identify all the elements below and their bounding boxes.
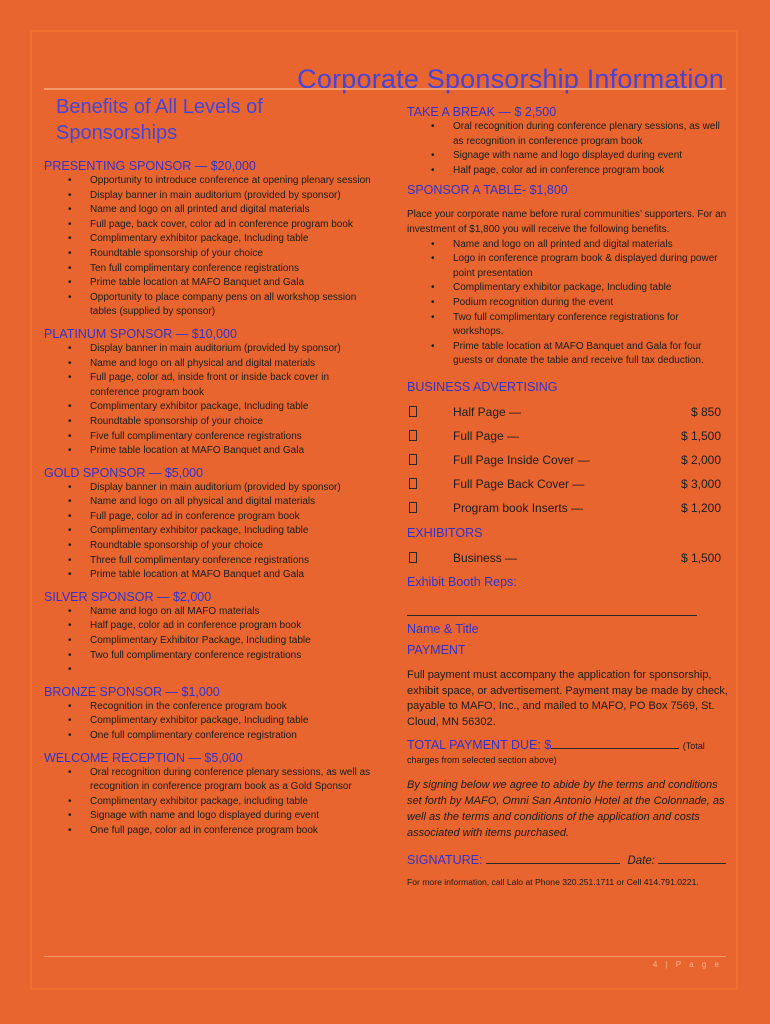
payment-description: Full payment must accompany the application for sponsorship, exhibit space, or advertisement. Payment may be made by check, payable to MAFO, Inc., and mailed to MAFO, PO Box 7569, St. Cloud, MN 56302.: [407, 668, 728, 728]
list-item: • Podium recognition during the event: [407, 296, 729, 311]
ad-label: Full Page Back Cover —: [453, 476, 585, 491]
presenting-sponsor-list: [44, 174, 374, 320]
list-item: • One full complimentary conference registration: [44, 729, 374, 744]
list-item: • Complimentary exhibitor package, Including table: [44, 400, 374, 415]
ad-price: $ 2,000: [680, 452, 721, 467]
list-item: • Recognition in the conference program book: [44, 700, 374, 715]
ad-option-inserts[interactable]: [407, 499, 729, 523]
silver-sponsor-title: SILVER SPONSOR — $2,000: [44, 589, 212, 604]
list-item: • Prime table location at MAFO Banquet and Gala for four guests or donate the table and receive full tax deduction.: [407, 340, 729, 369]
ad-option-back-cover[interactable]: [407, 475, 729, 499]
gold-sponsor-title: GOLD SPONSOR — $5,000: [44, 465, 204, 480]
name-title-label: Name & Title: [407, 621, 479, 636]
list-item: • Complimentary Exhibitor Package, Including table: [44, 634, 374, 649]
list-item: • Oral recognition during conference plenary sessions, as well as recognition in conference program book as a Gold Sponsor: [44, 766, 374, 795]
page-number: 4 | P a g e: [652, 960, 722, 969]
take-a-break-title: TAKE A BREAK — $ 2,500: [407, 105, 557, 119]
presenting-sponsor-title: PRESENTING SPONSOR — $20,000: [44, 159, 256, 173]
bronze-sponsor-list: [44, 700, 374, 744]
list-item: • Prime table location at MAFO Banquet and Gala: [44, 276, 374, 291]
ad-label: Full Page Inside Cover —: [453, 452, 590, 467]
ad-price: $ 1,500: [680, 428, 721, 443]
list-item: • Name and logo on all physical and digital materials: [44, 495, 374, 510]
checkbox[interactable]: [409, 406, 417, 417]
business-advertising-title: BUSINESS ADVERTISING: [407, 379, 558, 394]
welcome-reception-list: [44, 766, 374, 839]
list-item: • Half page, color ad in conference program book: [44, 619, 374, 634]
list-item: • Opportunity to place company pens on all workshop session tables (supplied by sponsor): [44, 291, 374, 320]
exhibitors-title: EXHIBITORS: [407, 525, 483, 540]
list-item: • Logo in conference program book & displayed during power point presentation: [407, 252, 729, 281]
list-item: • Three full complimentary conference registrations: [44, 554, 374, 569]
list-item-empty: [44, 663, 374, 678]
exhibit-booth-reps-label: Exhibit Booth Reps:: [407, 574, 517, 589]
payment-title: PAYMENT: [407, 642, 466, 657]
total-payment-label: TOTAL PAYMENT DUE:: [407, 738, 541, 753]
welcome-reception-title: WELCOME RECEPTION — $5,000: [44, 750, 243, 765]
signature-line[interactable]: [486, 852, 620, 864]
list-item: • Complimentary exhibitor package, Including table: [44, 232, 374, 247]
list-item: • Two full complimentary conference registrations for workshops.: [407, 311, 729, 340]
bronze-sponsor-title: BRONZE SPONSOR — $1,000: [44, 684, 220, 699]
ad-label: Program book Inserts —: [453, 500, 584, 515]
ad-label: Half Page —: [453, 404, 522, 419]
list-item: • Complimentary exhibitor package, Including table: [407, 281, 729, 296]
checkbox[interactable]: [409, 478, 417, 489]
list-item: • Opportunity to introduce conference at opening plenary session: [44, 174, 374, 189]
silver-sponsor-list: [44, 605, 374, 678]
list-item: • Five full complimentary conference registrations: [44, 430, 374, 445]
list-item: • Signage with name and logo displayed during event: [407, 149, 729, 164]
ad-option-half-page[interactable]: [407, 403, 729, 427]
ad-option-full-page[interactable]: [407, 427, 729, 451]
list-item: • Full page, back cover, color ad in conference program book: [44, 218, 374, 233]
list-item: • Two full complimentary conference registrations: [44, 649, 374, 664]
list-item: • Prime table location at MAFO Banquet and Gala: [44, 444, 374, 459]
total-payment-line[interactable]: [551, 736, 679, 749]
list-item: • Complimentary exhibitor package, Including table: [44, 524, 374, 539]
list-item: • Roundtable sponsorship of your choice: [44, 247, 374, 262]
list-item: • Half page, color ad in conference program book: [407, 164, 729, 179]
date-label: Date:: [627, 855, 655, 868]
list-item: • Oral recognition during conference plenary sessions, as well as recognition in conference program book: [407, 120, 729, 149]
ad-price: $ 1,200: [680, 500, 721, 515]
right-column: [407, 104, 729, 887]
list-item: • Name and logo on all physical and digital materials: [44, 357, 374, 372]
list-item: • Name and logo on all printed and digital materials: [44, 203, 374, 218]
left-column: [44, 92, 374, 839]
exhibitor-option-business[interactable]: [407, 549, 729, 573]
list-item: • Ten full complimentary conference registrations: [44, 262, 374, 277]
ad-price: $ 1,500: [680, 550, 721, 565]
terms-text: By signing below we agree to abide by the terms and conditions set forth by MAFO, Omni San Antonio Hotel at the Colonnade, as well as the terms and conditions of the application and costs associated with items purchased.: [407, 779, 725, 839]
list-item: • Display banner in main auditorium (provided by sponsor): [44, 189, 374, 204]
list-item: • Name and logo on all MAFO materials: [44, 605, 374, 620]
checkbox[interactable]: [409, 552, 417, 563]
gold-sponsor-list: [44, 481, 374, 583]
list-item: • Display banner in main auditorium (provided by sponsor): [44, 481, 374, 496]
list-item: • One full page, color ad in conference program book: [44, 824, 374, 839]
ad-option-inside-cover[interactable]: [407, 451, 729, 475]
ad-label: Business —: [453, 550, 518, 565]
list-item: • Complimentary exhibitor package, including table: [44, 795, 374, 810]
list-item: • Full page, color ad, inside front or inside back cover in conference program book: [44, 371, 374, 400]
title-divider: [44, 88, 726, 90]
advertising-options: [407, 403, 729, 523]
page-title: Corporate Sponsorship Information: [297, 64, 724, 95]
list-item: • Prime table location at MAFO Banquet and Gala: [44, 568, 374, 583]
ad-price: $ 850: [690, 404, 721, 419]
list-item: • Complimentary exhibitor package, Including table: [44, 714, 374, 729]
total-dollar-sign: $: [544, 738, 552, 753]
total-payment-row: [407, 736, 729, 754]
list-item: • Display banner in main auditorium (provided by sponsor): [44, 342, 374, 357]
ad-label: Full Page —: [453, 428, 520, 443]
ad-price: $ 3,000: [680, 476, 721, 491]
total-note-continued: charges from selected section above): [407, 755, 557, 766]
platinum-sponsor-list: [44, 342, 374, 459]
sponsor-a-table-list: [407, 238, 729, 369]
list-item: • Roundtable sponsorship of your choice: [44, 415, 374, 430]
signature-row: [407, 852, 729, 867]
list-item: • Full page, color ad in conference program book: [44, 510, 374, 525]
contact-info: For more information, call Lalo at Phone 320.251.1711 or Cell 414.791.0221.: [407, 877, 699, 888]
date-line[interactable]: [658, 852, 726, 864]
platinum-sponsor-title: PLATINUM SPONSOR — $10,000: [44, 326, 237, 341]
total-note: (Total: [682, 741, 705, 752]
checkbox[interactable]: [409, 502, 417, 513]
booth-reps-line[interactable]: [407, 615, 697, 616]
sponsor-a-table-title: SPONSOR A TABLE- $1,800: [407, 183, 568, 198]
signature-label: SIGNATURE:: [407, 853, 483, 868]
checkbox[interactable]: [409, 430, 417, 441]
footer-divider: [44, 956, 726, 957]
benefits-heading: Benefits of All Levels of Sponsorships: [56, 96, 263, 144]
exhibitor-options: [407, 549, 729, 573]
take-a-break-list: [407, 120, 729, 178]
list-item: • Roundtable sponsorship of your choice: [44, 539, 374, 554]
checkbox[interactable]: [409, 454, 417, 465]
sponsor-a-table-description: Place your corporate name before rural communities’ supporters. For an investment of $1,800 you will receive the following benefits.: [407, 209, 727, 235]
list-item: • Signage with name and logo displayed during event: [44, 809, 374, 824]
list-item: • Name and logo on all printed and digital materials: [407, 238, 729, 253]
